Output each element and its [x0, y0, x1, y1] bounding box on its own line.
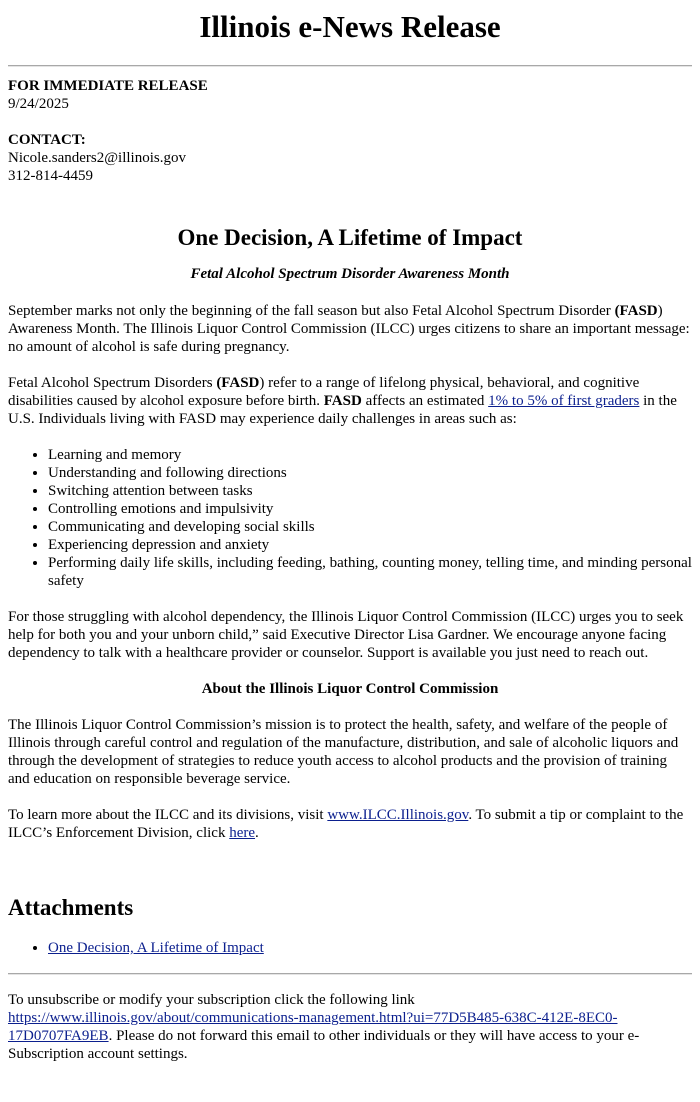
list-item: • Performing daily life skills, including feeding, bathing, counting money, telling time, and minding personal safety: [48, 554, 692, 590]
attachment-link[interactable]: One Decision, A Lifetime of Impact: [48, 940, 264, 956]
unsubscribe-link[interactable]: https://www.illinois.gov/about/communications-management.html?ui=77D5B485-638C-412E-8EC0-17D0707FA9EB: [8, 1010, 618, 1044]
paragraph-learn-more: To learn more about the ILCC and its divisions, visit www.ILCC.Illinois.gov. To submit a tip or complaint to the ILCC’s Enforcement Division, click here.: [8, 807, 684, 841]
footer-unsubscribe: To unsubscribe or modify your subscription click the following link https://www.illinois.gov/about/communications-management.html?ui=77D5B485-638C-412E-8EC0-17D0707FA9EB. Please do not forward this email to other individuals or they will have access to your e-Subscription account settings.: [8, 992, 640, 1062]
list-item: • Understanding and following directions: [48, 464, 692, 482]
article-headline: One Decision, A Lifetime of Impact: [177, 225, 523, 250]
complaint-here-link[interactable]: here: [229, 825, 256, 841]
contact-block: [8, 131, 692, 185]
contact-label: CONTACT:: [8, 132, 86, 148]
page-title: Illinois e-News Release: [199, 9, 501, 44]
ilcc-website-link[interactable]: www.ILCC.Illinois.gov: [327, 807, 469, 823]
contact-email: Nicole.sanders2@illinois.gov: [8, 150, 186, 166]
header-divider: [8, 65, 692, 67]
list-item: • Communicating and developing social skills: [48, 518, 692, 536]
release-block: [8, 77, 692, 113]
paragraph-fasd-definition: Fetal Alcohol Spectrum Disorders (FASD) refer to a range of lifelong physical, behavioral, and cognitive disabilities caused by alcohol exposure before birth. FASD affects an estimated 1% to 5% of first graders in the U.S. Individuals living with FASD may experience daily challenges in areas such as:: [8, 375, 677, 427]
list-item: • Controlling emotions and impulsivity: [48, 500, 692, 518]
paragraph-intro: September marks not only the beginning of the fall season but also Fetal Alcohol Spectrum Disorder (FASD) Awareness Month. The Illinois Liquor Control Commission (ILCC) urges citizens to share an important message: no amount of alcohol is safe during pregnancy.: [8, 303, 690, 355]
attachments-heading: Attachments: [8, 895, 134, 920]
fasd-statistics-link[interactable]: 1% to 5% of first graders: [488, 393, 640, 409]
footer-divider: [8, 973, 692, 975]
list-item: • Experiencing depression and anxiety: [48, 536, 692, 554]
article-subheadline: Fetal Alcohol Spectrum Disorder Awareness Month: [190, 266, 510, 282]
release-label: FOR IMMEDIATE RELEASE: [8, 78, 208, 94]
about-heading: About the Illinois Liquor Control Commission: [201, 681, 499, 697]
attachments-list: [8, 939, 692, 957]
list-item: [48, 939, 692, 957]
paragraph-help: For those struggling with alcohol dependency, the Illinois Liquor Control Commission (ILCC) urges you to seek help for both you and your unborn child,” said Executive Director Lisa Gardner. We encourage anyone facing dependency to talk with a healthcare provider or counselor. Support is available you just need to reach out.: [8, 609, 684, 661]
contact-phone: 312-814-4459: [8, 168, 93, 184]
list-item: • Learning and memory: [48, 446, 692, 464]
challenges-list: [8, 446, 692, 590]
paragraph-mission: The Illinois Liquor Control Commission’s mission is to protect the health, safety, and welfare of the people of Illinois through careful control and regulation of the manufacture, distribution, and sale of alcoholic liquors and through the development of strategies to reduce youth access to alcohol products and the provision of training and education on responsible beverage service.: [8, 717, 679, 787]
release-date: 9/24/2025: [8, 96, 69, 112]
list-item: • Switching attention between tasks: [48, 482, 692, 500]
